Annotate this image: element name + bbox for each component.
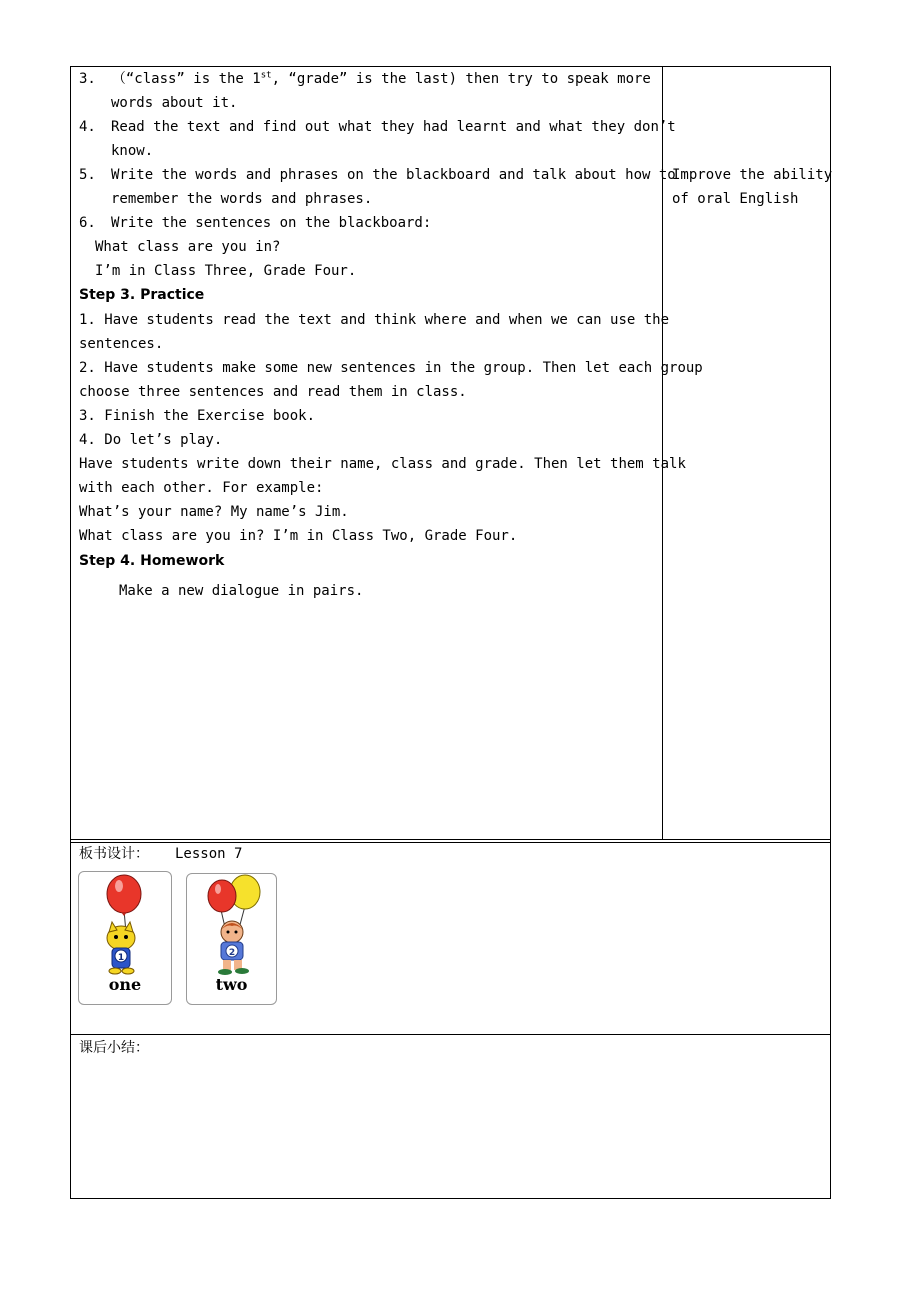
summary-label: 课后小结： [79, 1040, 149, 1056]
row-divider-2 [70, 1034, 831, 1035]
flashcard-two [186, 873, 277, 1005]
board-lesson-title: Lesson 7 [175, 846, 243, 862]
homework-text: Make a new dialogue in pairs. [119, 583, 364, 599]
red-balloon-icon [208, 880, 236, 912]
practice-4: 4. Do let’s play. [79, 432, 223, 448]
board-design-label: 板书设计： [79, 846, 149, 862]
practice-1-line-1: 1. Have students read the text and think where and when we can use the [79, 312, 670, 328]
card-number: 1 [117, 953, 125, 963]
example-2: What class are you in? I’m in Class Two, Grade Four. [79, 528, 518, 544]
red-balloon-icon [107, 875, 141, 913]
purpose-line-2: of oral English [672, 191, 799, 207]
row-divider-1a [70, 839, 831, 840]
cat-with-balloon-illustration [79, 872, 171, 978]
step-4-title: Step 4. Homework [79, 553, 225, 569]
table-border-bottom [70, 1198, 831, 1199]
purpose-line-1: Improve the ability [672, 167, 833, 183]
item-3-number: 3. [79, 71, 96, 87]
item-6-line-1: Write the sentences on the blackboard: [111, 215, 432, 231]
item-4-number: 4. [79, 119, 96, 135]
child-with-balloons-illustration [187, 874, 276, 978]
item-5-line-1: Write the words and phrases on the blackboard and talk about how to [111, 167, 676, 183]
practice-5-line-2: with each other. For example: [79, 480, 324, 496]
sentence-answer: I’m in Class Three, Grade Four. [95, 263, 357, 279]
practice-1-line-2: sentences. [79, 336, 164, 352]
practice-3: 3. Finish the Exercise book. [79, 408, 316, 424]
sentence-question: What class are you in? [95, 239, 281, 255]
card-number: 2 [228, 948, 236, 958]
item-3-line-2: words about it. [111, 95, 238, 111]
card-word: one [108, 975, 142, 994]
item-4-line-2: know. [111, 143, 154, 159]
step-3-title: Step 3. Practice [79, 287, 205, 303]
practice-2-line-2: choose three sentences and read them in class. [79, 384, 467, 400]
item-5-line-2: remember the words and phrases. [111, 191, 373, 207]
example-1: What’s your name? My name’s Jim. [79, 504, 349, 520]
item-5-number: 5. [79, 167, 96, 183]
table-border-left [70, 66, 71, 1199]
practice-5-line-1: Have students write down their name, class and grade. Then let them talk [79, 456, 686, 472]
table-border-right [830, 66, 831, 1199]
item-6-number: 6. [79, 215, 96, 231]
card-word: two [215, 975, 248, 994]
item-4-line-1: Read the text and find out what they had learnt and what they don’t [111, 119, 676, 135]
practice-2-line-1: 2. Have students make some new sentences in the group. Then let each group [79, 360, 703, 376]
flashcard-one [78, 871, 172, 1005]
item-3-line-1: 3. （“class” is the 1st, “grade” is the last) then try to speak more [79, 70, 651, 87]
